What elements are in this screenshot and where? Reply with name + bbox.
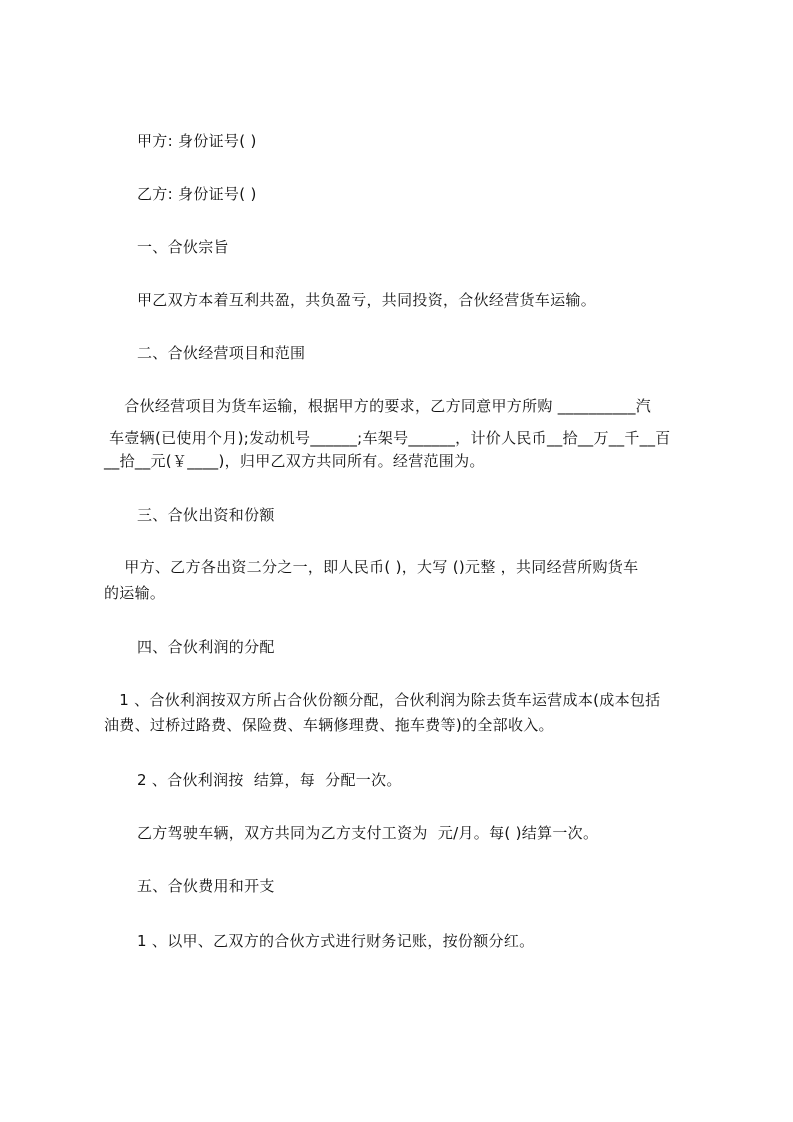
section-3-paragraph bbox=[104, 557, 714, 615]
section-1-title: 一、合伙宗旨 bbox=[137, 238, 229, 256]
section-3-title: 三、合伙出资和份额 bbox=[137, 506, 275, 524]
section-5-item-1: 1 、以甲、乙双方的合伙方式进行财务记账，按份额分红。 bbox=[137, 932, 535, 950]
section-2-line: 车壹辆(已使用个月);发动机号______;车架号______，计价人民币__拾__万__千__百 bbox=[104, 429, 671, 447]
section-4-title: 四、合伙利润的分配 bbox=[137, 638, 275, 656]
party-b-line: 乙方: 身份证号( ) bbox=[137, 185, 257, 203]
section-4-paragraph bbox=[104, 690, 714, 747]
section-2-title: 二、合伙经营项目和范围 bbox=[137, 344, 306, 362]
party-a-line: 甲方: 身份证号( ) bbox=[137, 132, 257, 150]
section-3-line: 甲方、乙方各出资二分之一，即人民币( )，大写 ()元整 ，共同经营所购货车 bbox=[104, 558, 639, 576]
section-2-paragraph bbox=[104, 396, 714, 483]
section-1-text: 甲乙双方本着互利共盈，共负盈亏，共同投资，合伙经营货车运输。 bbox=[137, 291, 597, 309]
section-2-line: __拾__元(￥____)，归甲乙双方共同所有。经营范围为。 bbox=[104, 452, 485, 470]
section-4-item-2: 2 、合伙利润按 结算，每 分配一次。 bbox=[137, 771, 402, 789]
section-4-line: 1 、合伙利润按双方所占合伙份额分配，合伙利润为除去货车运营成本(成本包括 bbox=[104, 691, 661, 709]
section-4-line: 油费、过桥过路费、保险费、车辆修理费、拖车费等)的全部收入。 bbox=[104, 716, 554, 734]
section-5-title: 五、合伙费用和开支 bbox=[137, 877, 275, 895]
section-3-line: 的运输。 bbox=[104, 584, 166, 602]
section-2-line: 合伙经营项目为货车运输，根据甲方的要求，乙方同意甲方所购 __________汽 bbox=[104, 397, 652, 415]
section-4-wage: 乙方驾驶车辆，双方共同为乙方支付工资为 元/月。每( )结算一次。 bbox=[137, 824, 599, 842]
